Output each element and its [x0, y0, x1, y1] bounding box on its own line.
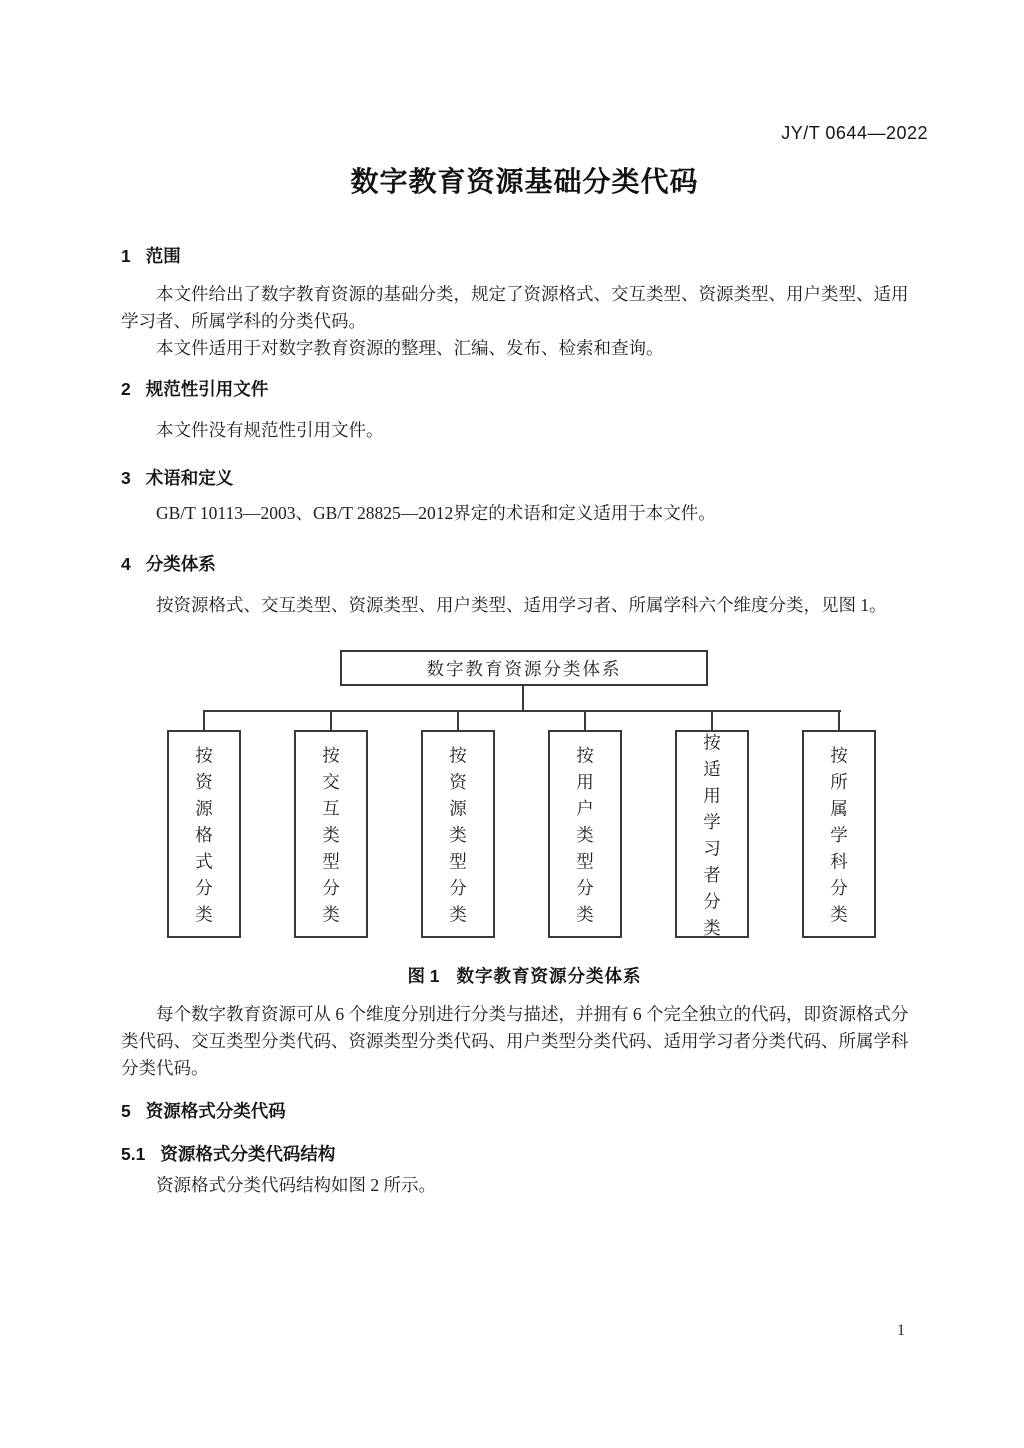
section-5-1-paragraph — [121, 1172, 931, 1199]
section-4-heading — [121, 551, 216, 576]
section-5-1-number: 5.1 — [121, 1144, 146, 1164]
section-1-heading — [121, 243, 181, 268]
figure1-branch-box — [675, 730, 749, 945]
section-2-paragraph — [121, 417, 931, 444]
section-4-title: 分类体系 — [145, 554, 216, 574]
figure1-connector-drop — [203, 710, 205, 732]
page-number: 1 — [897, 1322, 905, 1339]
post-figure-paragraph — [121, 1001, 931, 1082]
section-2-heading — [121, 376, 268, 401]
section-4-paragraph — [121, 592, 931, 619]
figure1-connector-drop — [457, 710, 459, 732]
section-5-title: 资源格式分类代码 — [145, 1101, 286, 1121]
standard-number: JY/T 0644—2022 — [781, 123, 928, 143]
section-1-number: 1 — [121, 246, 131, 266]
figure1-branch-box — [548, 730, 622, 938]
section-3-paragraph — [121, 500, 931, 527]
section-2-number: 2 — [121, 379, 131, 399]
section-3-number: 3 — [121, 468, 131, 488]
section-4-number: 4 — [121, 554, 131, 574]
figure1-branch-box — [294, 730, 368, 938]
figure1-branch-box — [421, 730, 495, 938]
text-line: 资源格式分类代码结构如图 2 所示。 — [156, 1175, 436, 1195]
section-3-title: 术语和定义 — [145, 468, 234, 488]
figure1-diagram — [0, 648, 1024, 948]
text-line: 类代码、交互类型分类代码、资源类型分类代码、用户类型分类代码、适用学习者分类代码、所属学科 — [121, 1031, 909, 1051]
figure1-branch-label: 按所属学科分类 — [828, 745, 849, 932]
text-line: GB/T 10113—2003、GB/T 28825—2012界定的术语和定义适用于本文件。 — [156, 503, 716, 523]
figure1-branch-box — [802, 730, 876, 938]
document-title: 数字教育资源基础分类代码 — [350, 166, 699, 197]
figure1-branch-label: 按资源格式分类 — [193, 745, 214, 932]
figure1-branch-label: 按交互类型分类 — [320, 745, 341, 932]
figure1-root-label: 数字教育资源分类体系 — [426, 658, 622, 679]
figure1-connector-stem — [522, 686, 524, 710]
figure1-caption — [121, 963, 928, 988]
section-5-heading — [121, 1098, 286, 1123]
figure1-branch-label: 按适用学习者分类 — [701, 732, 722, 945]
text-line: 本文件没有规范性引用文件。 — [156, 420, 384, 440]
figure1-connector-drop — [330, 710, 332, 732]
text-line: 分类代码。 — [121, 1058, 209, 1078]
text-line: 本文件给出了数字教育资源的基础分类，规定了资源格式、交互类型、资源类型、用户类型、适用 — [156, 284, 909, 304]
figure1-connector-drop — [584, 710, 586, 732]
section-2-title: 规范性引用文件 — [145, 379, 269, 399]
section-1-title: 范围 — [145, 246, 181, 266]
text-line: 按资源格式、交互类型、资源类型、用户类型、适用学习者、所属学科六个维度分类，见图 1。 — [156, 595, 887, 615]
figure1-root-box — [340, 650, 708, 686]
figure1-branch-label: 按用户类型分类 — [574, 745, 595, 932]
figure1-connector-drop — [838, 710, 840, 732]
section-1-paragraphs — [121, 281, 931, 362]
figure1-branch-label: 按资源类型分类 — [447, 745, 468, 932]
text-line: 学习者、所属学科的分类代码。 — [121, 311, 366, 331]
section-3-heading — [121, 465, 233, 490]
figure1-connector-drop — [711, 710, 713, 732]
figure1-caption-text: 数字教育资源分类体系 — [456, 966, 642, 986]
figure1-branch-box — [167, 730, 241, 938]
section-5-number: 5 — [121, 1101, 131, 1121]
figure1-connector-bar — [203, 710, 841, 712]
section-5-1-title: 资源格式分类代码结构 — [160, 1144, 336, 1164]
figure1-caption-label: 图 1 — [407, 966, 440, 986]
text-line: 每个数字教育资源可从 6 个维度分别进行分类与描述，并拥有 6 个完全独立的代码，即资源格式分 — [156, 1004, 909, 1024]
text-line: 本文件适用于对数字教育资源的整理、汇编、发布、检索和查询。 — [156, 338, 664, 358]
section-5-1-heading — [121, 1141, 335, 1166]
